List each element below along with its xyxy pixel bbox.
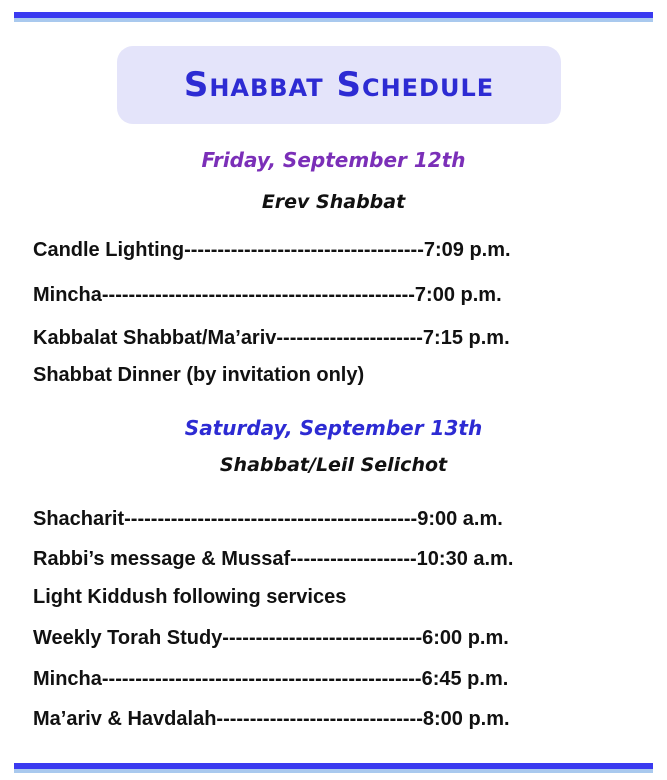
schedule-line: Shabbat Dinner (by invitation only)	[33, 364, 365, 386]
bottom-divider-light-band	[14, 769, 653, 773]
schedule-line: Mincha-----------------------------------------------7:00 p.m.	[33, 284, 502, 306]
schedule-line: Mincha------------------------------------------------6:45 p.m.	[33, 668, 509, 690]
schedule-line: Candle Lighting------------------------------------7:09 p.m.	[33, 239, 511, 261]
bottom-divider	[14, 763, 653, 773]
friday-heading: Friday, September 12th	[201, 148, 466, 172]
schedule-line: Shacharit--------------------------------------------9:00 a.m.	[33, 508, 503, 530]
schedule-line: Light Kiddush following services	[33, 586, 347, 608]
saturday-subheading: Shabbat/Leil Selichot	[219, 454, 448, 476]
schedule-line: Rabbi’s message & Mussaf-------------------10:30 a.m.	[33, 548, 514, 570]
top-divider-light-band	[14, 18, 653, 22]
title-banner	[117, 46, 561, 124]
schedule-line: Kabbalat Shabbat/Ma’ariv----------------------7:15 p.m.	[33, 327, 510, 349]
schedule-line: Weekly Torah Study------------------------------6:00 p.m.	[33, 627, 509, 649]
schedule-line: Ma’ariv & Havdalah-------------------------------8:00 p.m.	[33, 708, 510, 730]
page-title: Shabbat Schedule	[183, 65, 495, 105]
top-divider	[14, 12, 653, 22]
saturday-heading: Saturday, September 13th	[184, 416, 483, 440]
friday-subheading: Erev Shabbat	[261, 191, 406, 213]
